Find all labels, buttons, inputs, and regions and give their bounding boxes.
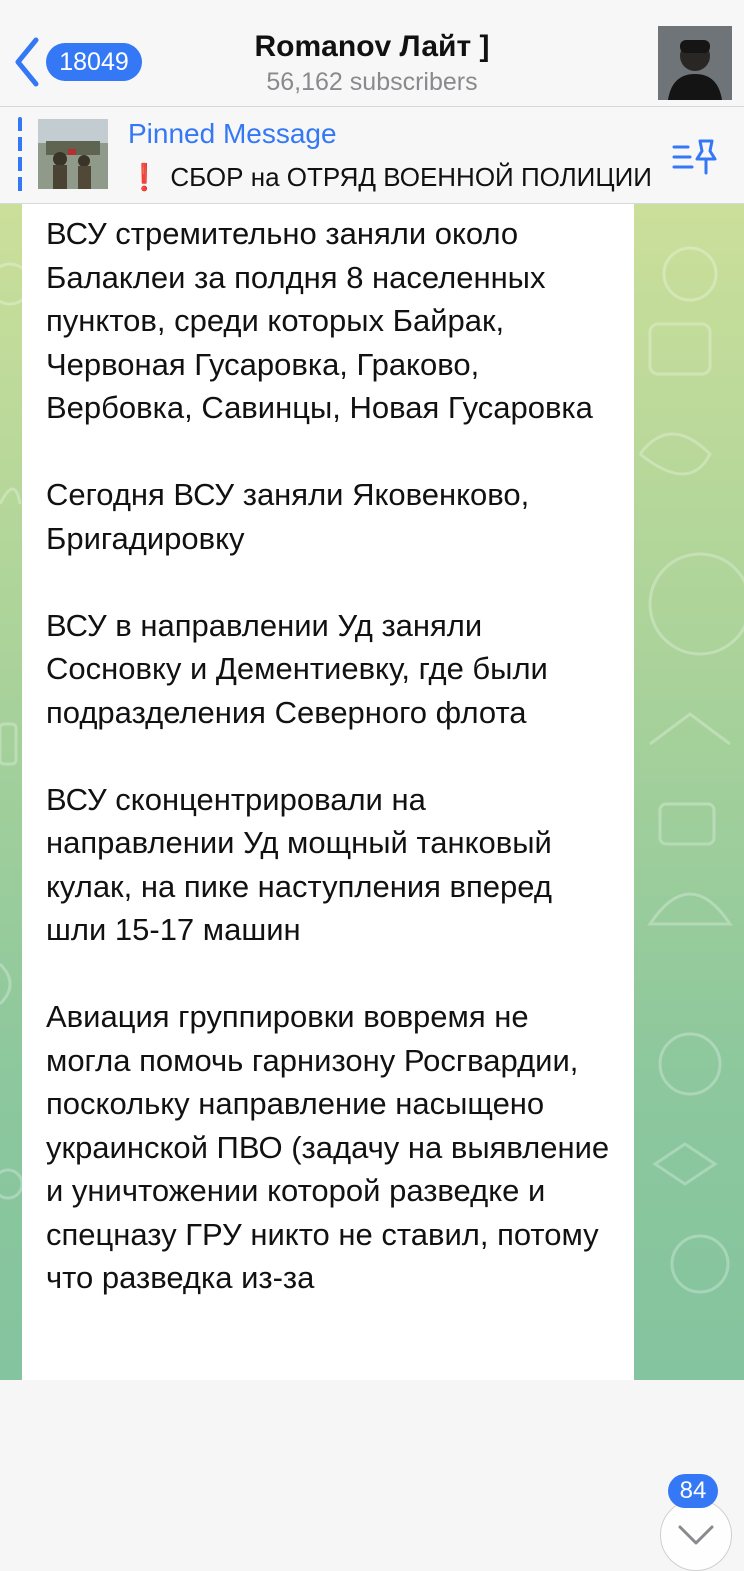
chat-header — [0, 0, 744, 107]
message-text: ВСУ стремительно заняли около Балаклеи за полдня 8 населенных пунктов, среди которых Байрак, Червоная Гусаровка, Граково, Вербовка, Савинцы, Новая Гусаровка Сегодня ВСУ заняли Яковенково, Бригадировку ВСУ в направлении Уд заняли Сосновку и Дементиевку, где были подразделения Северного флота ВСУ сконцентрировали на направлении Уд мощный танковый кулак, на пике наступления вперед шли 15-17 машин Авиация группировки вовремя не могла помочь гарнизону Росгвардии, поскольку направление насыщено украинской ПВО (задачу на выявление и уничтожении которой разведке и спецназу ГРУ никто не ставил, потому что разведка из-за — [46, 216, 610, 1295]
unread-chats-badge: 18049 — [46, 43, 142, 81]
chevron-down-icon — [676, 1523, 716, 1547]
avatar-portrait-icon — [658, 26, 732, 100]
pinned-label: Pinned Message — [128, 118, 337, 149]
pinned-thumbnail — [38, 119, 108, 189]
scroll-to-bottom-button[interactable] — [660, 1499, 732, 1571]
pin-list-icon[interactable] — [672, 137, 718, 177]
subscriber-count: 56,162 subscribers — [266, 68, 478, 96]
exclamation-icon: ❗ — [128, 162, 161, 192]
chat-area[interactable] — [0, 204, 744, 1504]
pinned-indicator — [18, 117, 22, 193]
pinned-preview-text: СБОР на ОТРЯД ВОЕННОЙ ПОЛИЦИИ — [170, 162, 652, 192]
channel-avatar[interactable] — [658, 26, 732, 100]
pinned-preview — [128, 161, 676, 193]
pinned-photo-icon — [38, 119, 108, 189]
message-bubble[interactable] — [22, 204, 634, 1380]
channel-title-block[interactable] — [0, 28, 744, 98]
unread-messages-badge: 84 — [668, 1474, 718, 1508]
pinned-message-bar[interactable] — [0, 107, 744, 204]
channel-title: Romanov Лайт ] — [254, 30, 490, 63]
